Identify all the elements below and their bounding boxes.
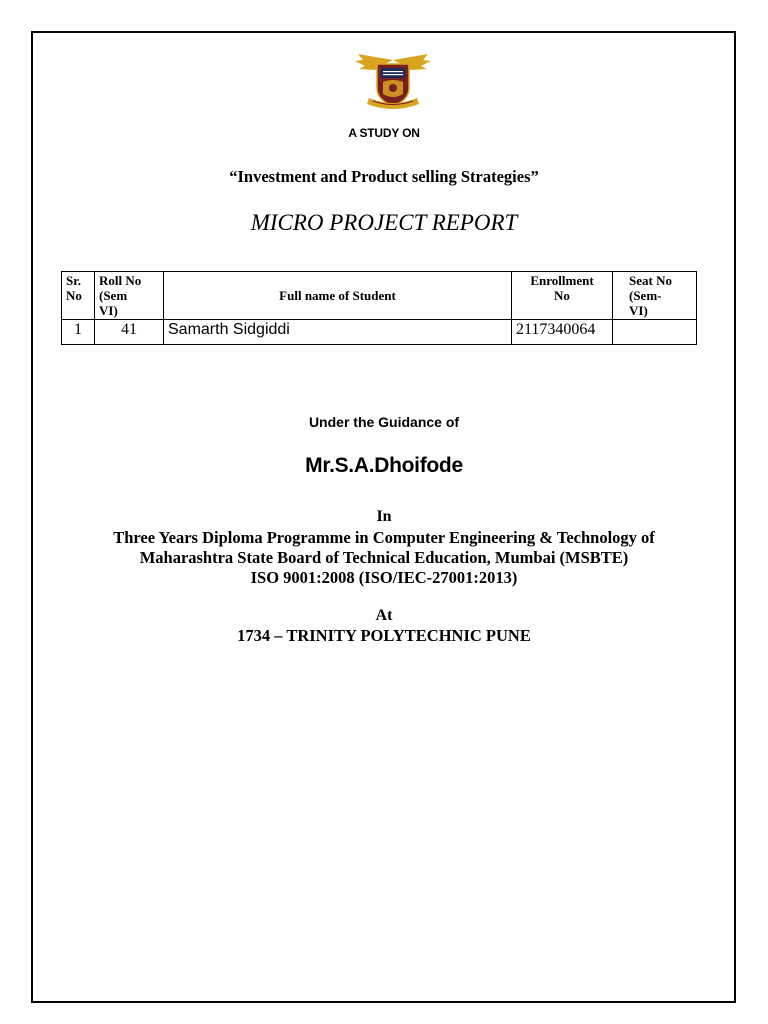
header-sr-no	[62, 272, 95, 320]
project-title: “Investment and Product selling Strategies”	[229, 167, 539, 186]
guide-name: Mr.S.A.Dhoifode	[305, 454, 463, 477]
programme-line1: Three Years Diploma Programme in Computer Engineering & Technology of	[113, 528, 655, 547]
cell-seat-no	[613, 320, 697, 345]
header-enroll-line1: Enrollment	[530, 273, 594, 288]
header-seat-line2: (Sem-	[629, 288, 662, 303]
in-label: In	[376, 508, 392, 525]
cell-enrollment-no: 2117340064	[512, 320, 613, 345]
header-seat-line1: Seat No	[629, 273, 672, 288]
programme-line2: Maharashtra State Board of Technical Education, Mumbai (MSBTE)	[139, 548, 629, 567]
student-table	[61, 271, 697, 345]
header-full-name: Full name of Student	[164, 272, 512, 320]
header-enrollment-no	[512, 272, 613, 320]
header-roll-line2: (Sem	[99, 288, 128, 303]
header-sr-line1: Sr.	[66, 273, 82, 288]
institute-logo-emblem	[353, 52, 433, 114]
cell-sr-no: 1	[62, 320, 95, 345]
cell-roll-no: 41	[95, 320, 164, 345]
programme-line3: ISO 9001:2008 (ISO/IEC-27001:2013)	[250, 568, 518, 587]
header-enroll-line2: No	[554, 288, 570, 303]
programme-block	[0, 528, 768, 588]
report-title: MICRO PROJECT REPORT	[250, 210, 518, 235]
header-roll-line3: VI)	[99, 303, 118, 318]
at-label: At	[375, 607, 393, 624]
table-header-row	[62, 272, 697, 320]
study-on-heading: A STUDY ON	[348, 126, 420, 140]
guidance-label: Under the Guidance of	[308, 414, 460, 430]
header-roll-no	[95, 272, 164, 320]
header-seat-line3: VI)	[629, 303, 648, 318]
institute-name: 1734 – TRINITY POLYTECHNIC PUNE	[237, 626, 531, 645]
header-roll-line1: Roll No	[99, 273, 142, 288]
header-sr-line2: No	[66, 288, 82, 303]
table-row	[62, 320, 697, 345]
cell-student-name: Samarth Sidgiddi	[164, 320, 512, 345]
header-seat-no	[613, 272, 697, 320]
